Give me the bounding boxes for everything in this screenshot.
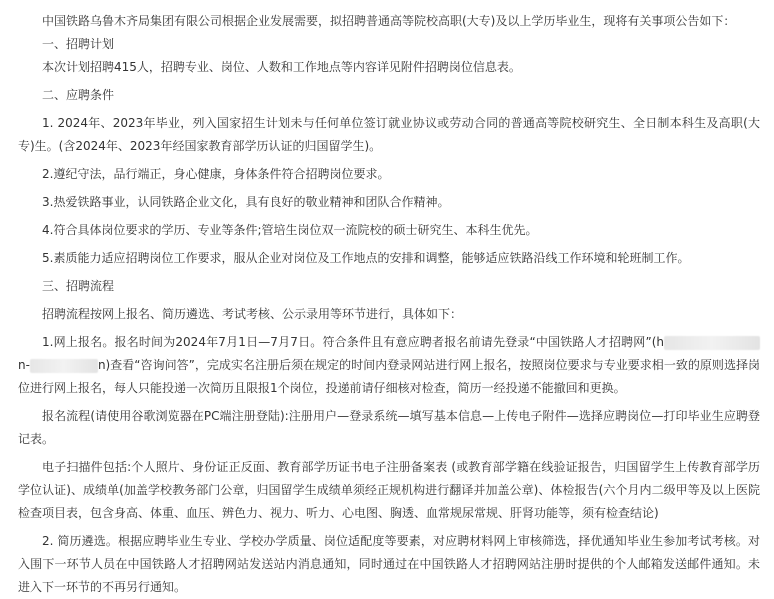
intro-paragraph: 中国铁路乌鲁木齐局集团有限公司根据企业发展需要，拟招聘普通高等院校高职(大专)及以上学历毕业生，现将有关事项公告如下：: [42, 14, 736, 28]
redacted-url-part-1: [664, 336, 760, 350]
step-1-text-a: 1.网上报名。报名时间为2024年7月1日—7月7日。符合条件且有意应聘者报名前请先登录“中国铁路人才招聘网”(h: [42, 335, 664, 349]
registration-flow-paragraph: 报名流程(请使用谷歌浏览器在PC端注册登陆):注册用户—登录系统—填写基本信息—上传电子附件—选择应聘岗位—打印毕业生应聘登记表。: [18, 409, 760, 446]
section-title-process: 三、招聘流程: [42, 279, 115, 293]
step-1-text-d: n)查看“咨询问答”，完成实名注册后须在规定的时间内登录网站进行网上报名，按照岗位要求与专业要求相一致的原则选择岗位进行网上报名，每人只能投递一次简历且限报1个岗位，投递前请仔细核对检查，简历一经投递不能撤回和更换。: [18, 358, 760, 395]
section-title-plan: 一、招聘计划: [42, 37, 115, 51]
step-1-text-b: n: [18, 358, 26, 372]
condition-item-1: 1. 2024年、2023年毕业，列入国家招生计划未与任何单位签订就业协议或劳动合同的普通高等院校研究生、全日制本科生及高职(大专)生。(含2024年、2023年经国家教育部学历认证的归国留学生)。: [18, 116, 760, 153]
section-title-conditions: 二、应聘条件: [42, 88, 115, 102]
condition-item-3: 3.热爱铁路事业，认同铁路企业文化，具有良好的敬业精神和团队合作精神。: [42, 195, 450, 209]
process-paragraph: 招聘流程按网上报名、简历遴选、考试考核、公示录用等环节进行，具体如下：: [42, 307, 463, 321]
condition-item-2: 2.遵纪守法，品行端正，身心健康，身体条件符合招聘岗位要求。: [42, 167, 390, 181]
condition-item-4: 4.符合具体岗位要求的学历、专业等条件;管培生岗位双一流院校的硕士研究生、本科生优先。: [42, 223, 538, 237]
condition-item-5: 5.素质能力适应招聘岗位工作要求，服从企业对岗位及工作地点的安排和调整，能够适应铁路沿线工作环境和轮班制工作。: [42, 251, 690, 265]
plan-paragraph: 本次计划招聘415人，招聘专业、岗位、人数和工作地点等内容详见附件招聘岗位信息表。: [42, 60, 521, 74]
step-2-resume-screening: 2. 简历遴选。根据应聘毕业生专业、学校办学质量、岗位适配度等要素，对应聘材料网上审核筛选，择优通知毕业生参加考试考核。对入围下一环节人员在中国铁路人才招聘网站发送站内消息通知，同时通过在中国铁路人才招聘网站注册时提供的个人邮箱发送邮件通知。未进入下一环节的不再另行通知。: [18, 534, 760, 594]
attachments-paragraph: 电子扫描件包括:个人照片、身份证正反面、教育部学历证书电子注册备案表 (或教育部学籍在线验证报告，归国留学生上传教育部学历学位认证)、成绩单(加盖学校教务部门公章，归国留学生成绩单须经正规机构进行翻译并加盖公章)、体检报告(六个月内二级甲等及以上医院检查项目表，包含身高、体重、血压、辨色力、视力、听力、心电图、胸透、血常规尿常规、肝肾功能等，须有检查结论): [18, 460, 760, 520]
redacted-url-part-2: [30, 359, 98, 373]
step-1-online-registration: [18, 331, 760, 400]
step-1-text-c: -: [25, 358, 30, 372]
